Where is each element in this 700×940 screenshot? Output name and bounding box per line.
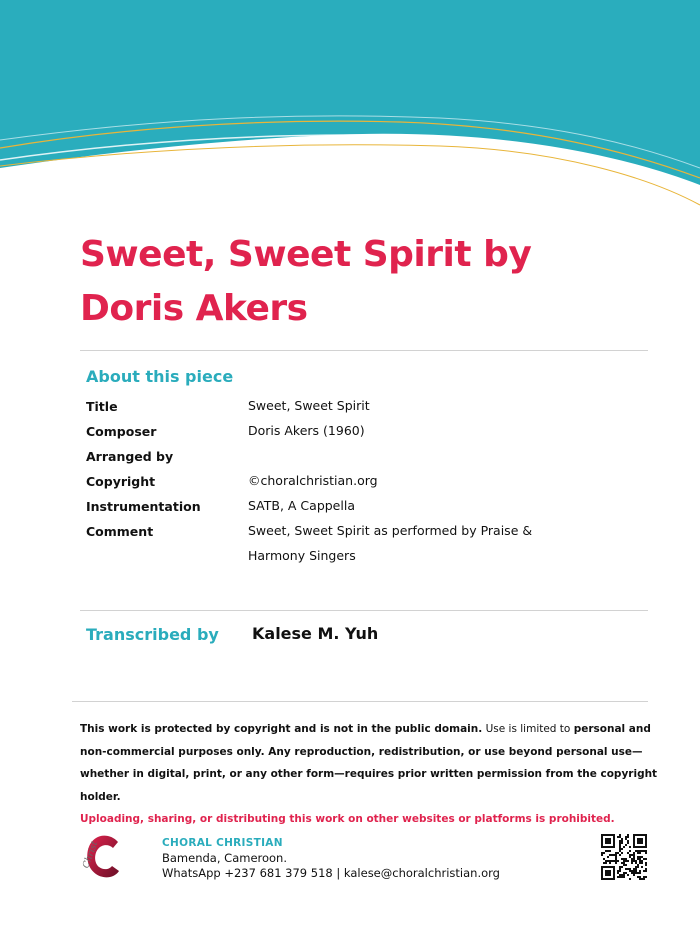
document-title: Sweet, Sweet Spirit by Doris Akers [80, 234, 532, 329]
about-row-value: ©choralchristian.org [248, 473, 378, 488]
choral-christian-logo-icon [76, 832, 124, 884]
org-contact: WhatsApp +237 681 379 518 | kalese@choralchristian.org [162, 866, 500, 880]
qr-code-icon [601, 834, 647, 880]
about-row-label: Comment [86, 524, 154, 539]
divider-bottom [72, 701, 648, 702]
about-row-value: SATB, A Cappella [248, 498, 355, 513]
about-row-label: Title [86, 399, 118, 414]
notice-bold-lead: This work is protected by copyright and is not in the public domain. [80, 723, 483, 735]
transcriber-name: Kalese M. Yuh [252, 624, 379, 643]
svg-text:Christ: Christ [81, 839, 101, 870]
transcribed-by-label: Transcribed by [86, 625, 219, 644]
header-wave-banner [0, 0, 700, 215]
org-info [162, 836, 500, 881]
about-row-value: Sweet, Sweet Spirit as performed by Praise & Harmony Singers [248, 523, 533, 563]
about-row-label: Instrumentation [86, 499, 201, 514]
about-heading: About this piece [86, 367, 234, 386]
divider-top [80, 350, 648, 351]
about-row-label: Composer [86, 424, 157, 439]
about-row-value: Sweet, Sweet Spirit [248, 398, 370, 413]
copyright-notice [80, 718, 660, 831]
notice-warning: Uploading, sharing, or distributing this work on other websites or platforms is prohibited. [80, 813, 615, 825]
org-location: Bamenda, Cameroon. [162, 851, 288, 865]
org-name: CHORAL CHRISTIAN [162, 837, 283, 849]
about-row-value: Doris Akers (1960) [248, 423, 365, 438]
notice-normal-part: Use is limited to [482, 723, 574, 735]
notice-bold-rest: personal and non-commercial purposes only. Any reproduction, redistribution, or use beyond personal use—whether in digital, print, or any other form—requires prior written permission from the copyright holder. [80, 723, 658, 803]
about-row-label: Arranged by [86, 449, 174, 464]
about-row-label: Copyright [86, 474, 156, 489]
divider-middle [80, 610, 648, 611]
